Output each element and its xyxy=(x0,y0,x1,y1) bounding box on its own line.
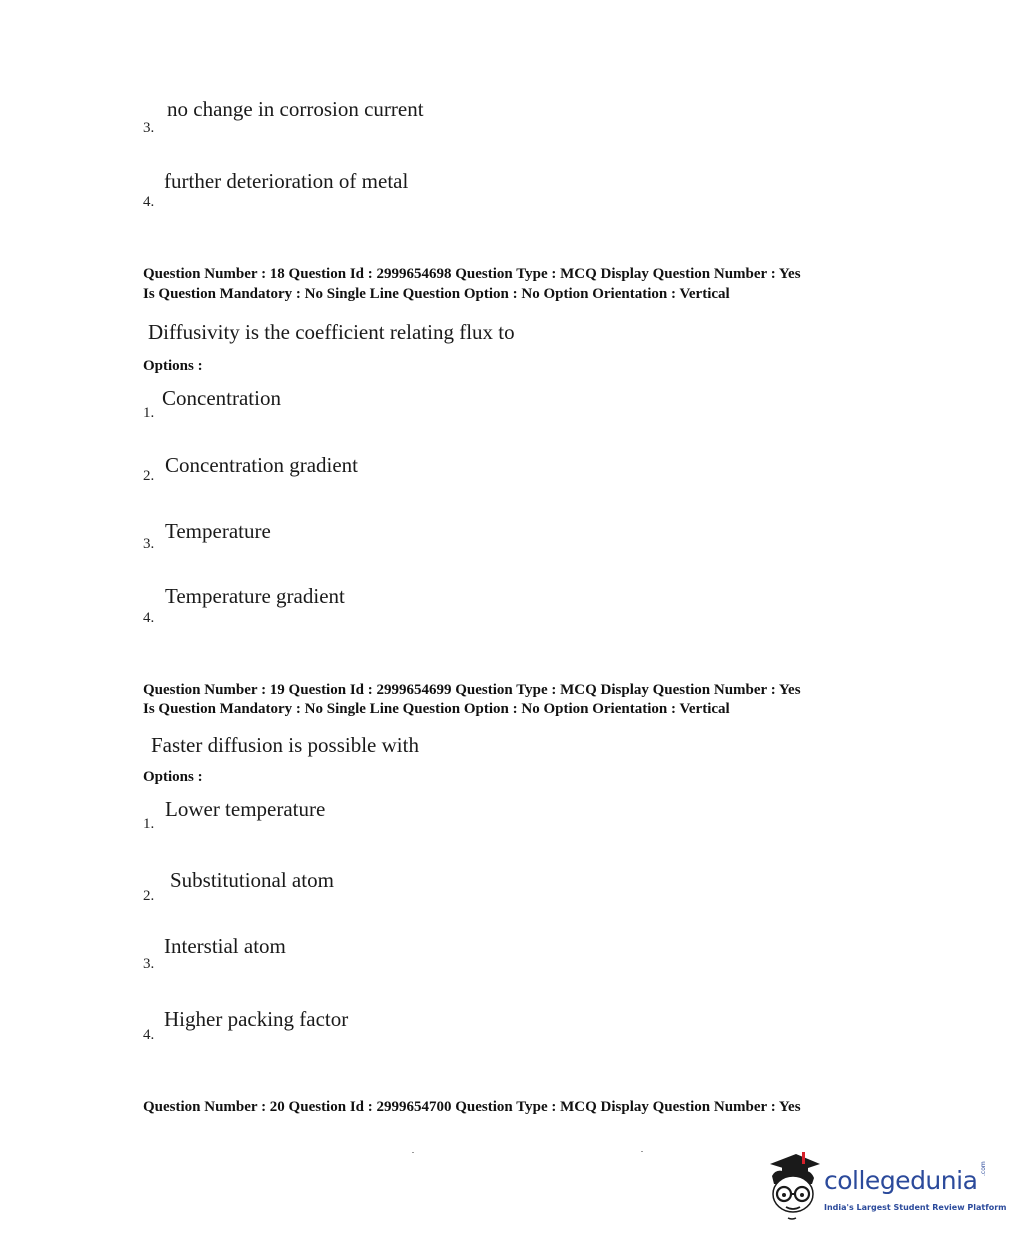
q19-options-label: Options : xyxy=(143,769,203,785)
q19-meta-line1: Question Number : 19 Question Id : 2999654699 Question Type : MCQ Display Question Number : Yes xyxy=(143,682,801,698)
q19-option-1-number: 1. xyxy=(143,816,155,832)
q18-option-4-text: Temperature gradient xyxy=(165,584,345,608)
q18-option-3-text: Temperature xyxy=(165,519,271,543)
q19-option-3-number: 3. xyxy=(143,956,155,972)
prev-option-3-number: 3. xyxy=(143,120,155,136)
q18-option-2-text: Concentration gradient xyxy=(165,453,359,477)
scan-speck xyxy=(641,1151,643,1152)
q19-option-4-text: Higher packing factor xyxy=(164,1007,349,1031)
q18-option-4-number: 4. xyxy=(143,610,155,626)
logo-wordmark: collegedunia xyxy=(824,1166,978,1195)
scan-speck xyxy=(412,1152,414,1153)
q20-meta-line1: Question Number : 20 Question Id : 2999654700 Question Type : MCQ Display Question Number : Yes xyxy=(143,1099,801,1115)
logo-domain-suffix: .com xyxy=(980,1161,987,1176)
prev-option-4-number: 4. xyxy=(143,194,155,210)
prev-option-4-text: further deterioration of metal xyxy=(164,169,409,193)
q19-option-2-text: Substitutional atom xyxy=(170,868,334,892)
q19-option-3-text: Interstial atom xyxy=(164,934,286,958)
q19-option-1-text: Lower temperature xyxy=(165,797,326,821)
q18-option-2-number: 2. xyxy=(143,468,155,484)
q18-meta-line2: Is Question Mandatory : No Single Line Question Option : No Option Orientation : Vertical xyxy=(143,286,730,302)
student-mascot-icon xyxy=(762,1150,824,1226)
q19-option-2-number: 2. xyxy=(143,888,155,904)
q18-question-text: Diffusivity is the coefficient relating flux to xyxy=(148,320,515,344)
q19-question-text: Faster diffusion is possible with xyxy=(151,733,419,757)
q19-option-4-number: 4. xyxy=(143,1027,155,1043)
prev-option-3-text: no change in corrosion current xyxy=(167,97,424,121)
q18-options-label: Options : xyxy=(143,358,203,374)
q18-option-1-text: Concentration xyxy=(162,386,281,410)
logo-tagline: India's Largest Student Review Platform xyxy=(824,1203,1007,1212)
q19-meta-line2: Is Question Mandatory : No Single Line Question Option : No Option Orientation : Vertical xyxy=(143,701,730,717)
q18-option-1-number: 1. xyxy=(143,405,155,421)
collegedunia-logo xyxy=(762,1150,1007,1230)
q18-meta-line1: Question Number : 18 Question Id : 2999654698 Question Type : MCQ Display Question Number : Yes xyxy=(143,266,801,282)
q18-option-3-number: 3. xyxy=(143,536,155,552)
